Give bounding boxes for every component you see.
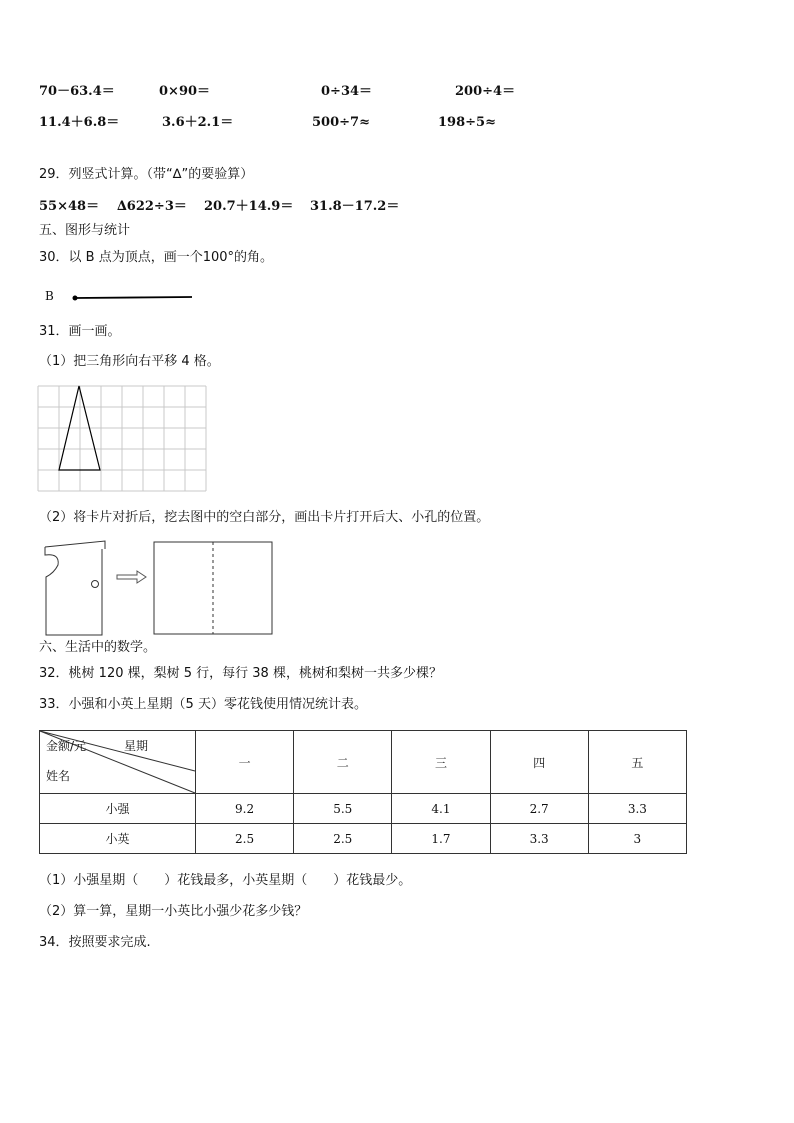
card-top-edge [45,541,105,549]
vertical-calc-item: 55×48＝ [39,199,100,214]
grid-with-triangle [38,386,208,494]
value-cell: 5.5 [294,794,392,824]
day-header: 二 [294,731,392,794]
day-header: 五 [588,731,686,794]
calc-item: 0÷34＝ [321,84,373,99]
arrow-icon [117,571,146,583]
row-name-cell: 小英 [40,824,196,854]
diagonal-header-cell [40,731,196,794]
question-34: 34．按照要求完成. [39,935,151,950]
table-row [40,794,687,824]
calc-item: 500÷7≈ [312,115,370,130]
small-hole [92,581,99,588]
ray-line [75,297,192,298]
header-money: 金额/元 [46,739,87,753]
question-31-part1: （1）把三角形向右平移 4 格。 [39,354,220,369]
calc-item: 70－63.4＝ [39,84,115,99]
question-31-part2: （2）将卡片对折后，挖去图中的空白部分，画出卡片打开后大、小孔的位置。 [39,510,490,525]
table-header-row [40,731,687,794]
value-cell: 2.5 [294,824,392,854]
calc-item: 198÷5≈ [438,115,496,130]
table-row [40,824,687,854]
question-30-title: 30．以 B 点为顶点，画一个100°的角。 [39,250,274,265]
question-29-title: 29．列竖式计算。（带“∆”的要验算） [39,167,254,182]
square-grid [38,386,206,491]
point-b-label: B [45,289,54,303]
question-33-sub1: （1）小强星期（ ）花钱最多，小英星期（ ）花钱最少。 [39,873,412,888]
calc-item: 0×90＝ [159,84,211,99]
stats-table [39,730,687,854]
question-33-sub2: （2）算一算，星期一小英比小强少花多少钱？ [39,904,308,919]
ray-diagram [70,292,200,304]
day-header: 一 [196,731,294,794]
question-31-title: 31．画一画。 [39,324,121,339]
question-32: 32．桃树 120 棵，梨树 5 行，每行 38 棵，桃树和梨树一共多少棵？ [39,666,442,681]
header-name: 姓名 [46,769,71,783]
row-name-cell: 小强 [40,794,196,824]
value-cell: 3 [588,824,686,854]
folded-card-diagram [40,537,275,637]
day-header: 四 [490,731,588,794]
value-cell: 4.1 [392,794,490,824]
question-33-title: 33．小强和小英上星期（5 天）零花钱使用情况统计表。 [39,697,367,712]
value-cell: 1.7 [392,824,490,854]
header-week: 星期 [124,739,149,753]
value-cell: 2.7 [490,794,588,824]
section-title: 六、生活中的数学。 [39,640,157,655]
vertical-calc-item: 31.8－17.2＝ [310,199,400,214]
vertical-calc-item: ∆622÷3＝ [117,199,187,214]
section-title: 五、图形与统计 [39,223,131,238]
value-cell: 9.2 [196,794,294,824]
calc-item: 200÷4＝ [455,84,516,99]
value-cell: 3.3 [490,824,588,854]
day-header: 三 [392,731,490,794]
value-cell: 2.5 [196,824,294,854]
calc-item: 11.4＋6.8＝ [39,115,120,130]
value-cell: 3.3 [588,794,686,824]
calc-item: 3.6＋2.1＝ [162,115,234,130]
folded-card-outline [45,547,102,635]
vertical-calc-item: 20.7＋14.9＝ [204,199,294,214]
